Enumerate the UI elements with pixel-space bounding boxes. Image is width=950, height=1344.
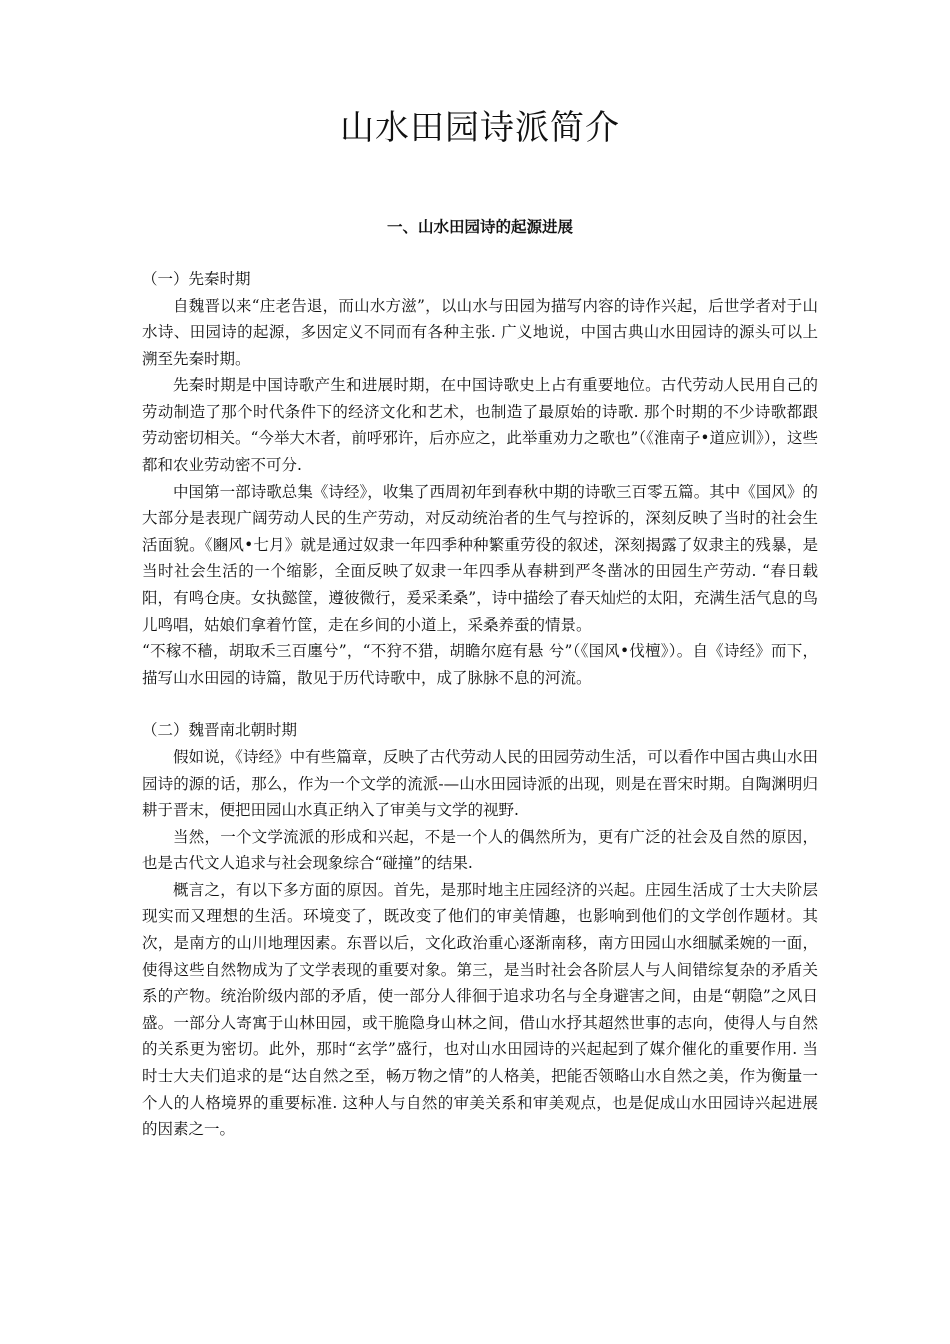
subsection-heading-wei-jin: （二）魏晋南北朝时期	[142, 721, 298, 740]
paragraph: 先秦时期是中国诗歌产生和进展时期，在中国诗歌史上占有重要地位。古代劳动人民用自己的劳动制造了那个时代条件下的经济文化和艺术，也制造了最原始的诗歌. 那个时期的不少诗歌都跟劳动密切相关。“今举大木者，前呼邪许，后亦应之，此举重劝力之歌也”（《淮南子•道应训》），这些都和农业劳动密不可分.	[142, 376, 818, 475]
document-body	[142, 266, 818, 1143]
paragraph-gap	[142, 691, 818, 717]
page-title: 山水田园诗派简介	[340, 108, 620, 148]
paragraph: 中国第一部诗歌总集《诗经》，收集了西周初年到春秋中期的诗歌三百零五篇。其中《国风》的大部分是表现广阔劳动人民的生产劳动，对反动统治者的生气与控诉的，深刻反映了当时的社会生活面貌。《豳风•七月》就是通过奴隶一年四季种种繁重劳役的叙述，深刻揭露了奴隶主的残暴，是当时社会生活的一个缩影，全面反映了奴隶一年四季从春耕到严冬凿冰的田园生产劳动. “春日载阳，有鸣仓庚。女执懿筐，遵彼微行，爰采柔桑”，诗中描绘了春天灿烂的太阳，充满生活气息的鸟儿鸣唱，姑娘们拿着竹筐，走在乡间的小道上，采桑养蚕的情景。	[142, 482, 818, 634]
paragraph: 自魏晋以来“庄老告退，而山水方滋”，以山水与田园为描写内容的诗作兴起，后世学者对于山水诗、田园诗的起源，多因定义不同而有各种主张. 广义地说，中国古典山水田园诗的源头可以上溯至先秦时期。	[142, 296, 818, 368]
paragraph: “不稼不穑，胡取禾三百廛兮”，“不狩不猎，胡瞻尔庭有悬 兮”（《国风•伐檀》）。自《诗经》而下，描写山水田园的诗篇，散见于历代诗歌中，成了脉脉不息的河流。	[142, 642, 818, 687]
section-heading: 一、山水田园诗的起源进展	[386, 217, 573, 236]
paragraph: 概言之，有以下多方面的原因。首先，是那时地主庄园经济的兴起。庄园生活成了士大夫阶层现实而又理想的生活。环境变了，既改变了他们的审美情趣，也影响到他们的文学创作题材。其次，是南方的山川地理因素。东晋以后，文化政治重心逐渐南移，南方田园山水细腻柔婉的一面，使得这些自然物成为了文学表现的重要对象。第三，是当时社会各阶层人与人间错综复杂的矛盾关系的产物。统治阶级内部的矛盾，使一部分人徘徊于追求功名与全身避害之间，由是“朝隐”之风日盛。一部分人寄寓于山林田园，或干脆隐身山林之间，借山水抒其超然世事的志向，使得人与自然的关系更为密切。此外，那时“玄学”盛行，也对山水田园诗的兴起起到了媒介催化的重要作用. 当时士大夫们追求的是“达自然之至，畅万物之情”的人格美，把能否领略山水自然之美，作为衡量一个人的人格境界的重要标准. 这种人与自然的审美关系和审美观点，也是促成山水田园诗兴起进展的因素之一。	[142, 880, 818, 1139]
paragraph: 假如说，《诗经》中有些篇章，反映了古代劳动人民的田园劳动生活，可以看作中国古典山水田园诗的源的话，那么，作为一个文学的流派-—山水田园诗派的出现，则是在晋宋时期。自陶渊明归耕于晋末，便把田园山水真正纳入了审美与文学的视野.	[142, 747, 818, 820]
paragraph: 当然，一个文学流派的形成和兴起，不是一个人的偶然所为，更有广泛的社会及自然的原因，也是古代文人追求与社会现象综合“碰撞”的结果.	[142, 827, 818, 873]
subsection-heading-pre-qin: （一）先秦时期	[142, 270, 251, 288]
